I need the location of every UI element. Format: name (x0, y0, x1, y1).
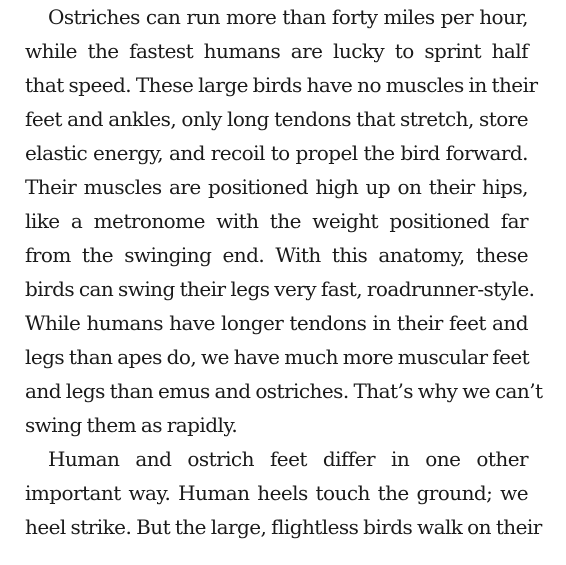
text-line: heel strike. But the large, flightless birds walk on their (25, 515, 542, 539)
paragraph-ostrich-speed (25, 0, 543, 442)
text-line: While humans have longer tendons in their feet and (25, 311, 528, 335)
text-line: while the fastest humans are lucky to sprint half (25, 39, 528, 63)
text-line: like a metronome with the weight positioned far (25, 209, 528, 233)
text-line: legs than apes do, we have much more muscular feet (25, 345, 530, 369)
text-line: birds can swing their legs very fast, roadrunner-style. (25, 277, 535, 301)
text-line: elastic energy, and recoil to propel the bird forward. (25, 141, 528, 165)
text-line: from the swinging end. With this anatomy, these (25, 243, 528, 267)
text-line: and legs than emus and ostriches. That’s why we can’t (25, 379, 543, 403)
text-line: Human and ostrich feet differ in one other (48, 447, 528, 471)
text-line: Their muscles are positioned high up on their hips, (25, 175, 528, 199)
text-line: that speed. These large birds have no muscles in their (25, 73, 538, 97)
book-page (25, 0, 543, 544)
text-line: swing them as rapidly. (25, 413, 238, 437)
paragraph-foot-difference (25, 442, 542, 544)
text-line: important way. Human heels touch the ground; we (25, 481, 528, 505)
text-line: feet and ankles, only long tendons that stretch, store (25, 107, 528, 131)
text-line: Ostriches can run more than forty miles per hour, (48, 5, 528, 29)
